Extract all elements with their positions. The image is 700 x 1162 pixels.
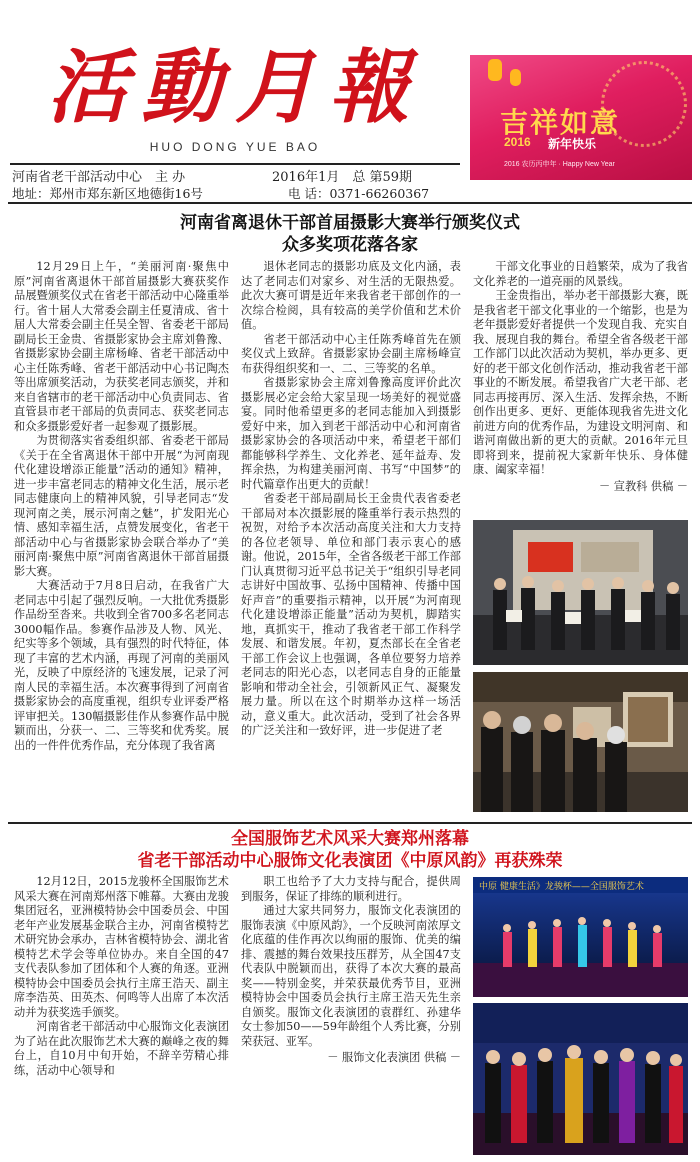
article1-paragraph: 省委老干部局副局长王金贵代表省委老干部局对本次摄影展的隆重举行表示热烈的祝贺，对给予本次活动高度关注和大力支持的各位老领导、单位和部门表示衷心的感谢。他说，2015年，全省各级老干部工作部门认真贯彻习近平总书记关于“组织引导老同志讲好中国故事、弘扬中国精神、传播中国好声音”的重要指示精神，以开展“为河南现代化建设增添正能量”活动为契机，脚踏实地，真抓实干，推动了我省老干部工作科学发展、和谐发展。年初，夏杰部长在全省老干部工作会议上也强调，各单位要努力培养老同志的阳光心态，以老同志自身的正能量影响和带动全社会，引领新风正气、凝聚发展力量。所以在这个时期举办这样一场活动，意义重大。此次活动，受到了社会各界的广泛关注和一致好评，进一步促进了老 [241,492,461,737]
article1-paragraph: 干部文化事业的日趋繁荣，成为了我省文化养老的一道亮丽的风景线。 [473,260,688,288]
article2-paragraph: 河南省老干部活动中心服饰文化表演团为了站在此次服饰艺术大赛的巅峰之夜的舞台上，自10月中旬开始，不辞辛劳精心排练，活动中心领导和 [14,1020,229,1077]
article2-headline-line2: 省老干部活动中心服饰文化表演团《中原风韵》再获殊荣 [137,851,563,871]
article1-paragraph: 大赛活动于7月8日启动，在我省广大老同志中引起了强烈反响。一大批优秀摄影作品纷至沓来。共收到全省700多名老同志3000幅作品。参赛作品涉及人物、风光、纪实等多个领域，具有强烈的时代特征，体现了丰富的艺术内涵，再现了河南的美丽风光，反映了中原经济的飞速发展，记录了河南人民的幸福生活。本次赛事得到了河南省摄影家协会的高度重视，组织专业评委严格评审把关。130幅摄影佳作从参赛作品中脱颖而出，分获一、二、三等奖和优秀奖。展出的一件件优秀作品，充分体现了我省离 [14,579,229,752]
article1-column-3 [473,260,688,516]
address-line: 地址：郑州市郑东新区地德街16号 [12,186,203,201]
issue-line: 2016年1月 总 第59期 [272,170,413,185]
stage-performance-photo [473,877,688,997]
stage-award-illustration [473,1003,688,1155]
article1-paragraph: 省老干部活动中心主任陈秀峰首先在颁奖仪式上致辞。省摄影家协会副主席杨峰宣布获得组织奖和一、二、三等奖的名单。 [241,332,461,375]
article1-paragraph: 省摄影家协会主席刘鲁豫高度评价此次摄影展必定会给大家呈现一场美好的视觉盛宴。同时他希望更多的老同志能加入到摄影爱好中来，加入到老干部活动中心和河南省摄影家协会的各项活动中来，希望老干部们都能够科学养生、文化养老、延年益寿、发挥余热，为构建美丽河南、书写“中国梦”的时代篇章作出更大的贡献！ [241,376,461,491]
phone-line: 电 话：0371-66260367 [288,186,430,201]
banner-year: 2016 [504,135,531,149]
article1-credit: － 宣教科 供稿 － [599,479,688,493]
masthead-rule-top [10,163,460,165]
stage-award-photo [473,1003,688,1155]
header-bottom-rule [8,202,692,204]
exhibition-illustration [473,672,688,812]
article1-paragraph: 12月29日上午，“美丽河南·聚焦中原”河南省离退休干部首届摄影大赛获奖作品展暨颁奖仪式在省老干部活动中心隆重举行。省十届人大常委会副主任夏清成、省十届人大常委会副主任吴全智、省委老干部局副局长王金贵、省摄影家协会主席刘鲁豫、省摄影家协会副主席杨峰、省老干部活动中心主任陈秀峰、省老干部活动中心书记陶杰等出席颁奖活动，为获奖老同志颁奖，并和来自省辖市的老干部活动中心负责同志、省直管县市老干部局的负责同志、获奖老同志和众多摄影爱好者一起参观了摄影展。 [14,260,229,433]
new-year-banner [470,55,692,180]
exhibition-visit-photo [473,672,688,812]
article2-paragraph: 通过大家共同努力，服饰文化表演团的服饰表演《中原风韵》，一个反映河南浓厚文化底蕴的佳作再次以绚丽的服饰、优美的编排、震撼的舞台效果技压群芳，从全国47支代表队中脱颖而出，获得了本次大赛的最高奖——特别金奖，并荣获最优秀节目，亚洲模特协会中国委员会执行主席王浩天先生亲自颁奖。服饰文化表演团的袁群红、孙建华女士参加50——59年龄组个人秀比赛，分别荣获冠、亚军。 [241,904,461,1048]
masthead [10,40,460,170]
banner-small-text: 2016 农历丙申年 · Happy New Year [504,161,615,168]
article1-headline-line2: 众多奖项花落各家 [282,235,418,255]
banner-greeting: 新年快乐 [548,137,597,151]
article2-column-2 [241,875,461,1155]
publisher-line: 河南省老干部活动中心 主 办 [12,170,186,185]
lantern-icon [510,69,521,86]
article1-headline-line1: 河南省离退休干部首届摄影大赛举行颁奖仪式 [180,213,520,233]
stage-performance-illustration [473,877,688,997]
banner-big-text: 吉祥如意 [500,106,621,139]
article2-paragraph: 职工也给予了大力支持与配合，提供周到服务，保证了排练的顺利进行。 [241,875,461,903]
article2-paragraph: 12月12日，2015龙骏杯全国服饰艺术风采大赛在河南郑州落下帷幕。大赛由龙骏集团冠名，亚洲模特协会中国委员会、中国老年产业发展基金联合主办，河南省模特艺术研究协会承办，吉林省模特协会、湖北省模特艺术学会等单位协办。来自全国的47支代表队参加了团体和个人赛的角逐。亚洲模特协会中国委员会执行主席王浩天、副主席李浩英、田英杰、何鸣等人出席了本次活动并为获奖选手颁奖。 [14,875,229,1019]
section-divider [8,822,692,824]
stage-banner-text: 中原 健康生活》龙骏杯——全国服饰艺术 [479,882,644,892]
article2-credit: － 服饰文化表演团 供稿 － [327,1051,461,1064]
award-ceremony-illustration [473,520,688,665]
article1-column-1 [14,260,229,810]
award-ceremony-photo [473,520,688,665]
newspaper-pinyin: HUO DONG YUE BAO [149,140,321,154]
article1-paragraph: 王金贵指出，举办老干部摄影大赛，既是我省老干部文化事业的一个缩影，也是为老年摄影爱好者提供一个发现自我、充实自我、展现自我的舞台。希望全省各级老干部工作部门以此次活动为契机，举办更多、更好的老干部文化创作活动，推动我省老干部事业的不断发展。希望我省广大老干部、老同志再接再厉、深入生活、发挥余热，不断创作出更多、更好、更能体现我省先进文化前进方向的优秀作品，为建设文明河南、和谐河南做出新的更大的贡献。2016年元旦即将到来，提前祝大家新年快乐、身体健康、阖家幸福！ [473,289,688,476]
article2-column-1 [14,875,229,1155]
article1-paragraph: 退休老同志的摄影功底及文化内涵，表达了老同志们对家乡、对生活的无限热爱。此次大赛可谓是近年来我省老干部创作的一次综合检阅，具有较高的美学价值和艺术价值。 [241,260,461,331]
article1-paragraph: 为贯彻落实省委组织部、省委老干部局《关于在全省离退休干部中开展“为河南现代化建设增添正能量”活动的通知》精神，进一步丰富老同志的精神文化生活，展示老同志健康向上的精神风貌，引导老同志“发现河南之美，展示河南之魅”，扩发阳光心情、感知幸福生活，点赞发展变化，省老干部活动中心与省摄影家协会联合举办了“美丽河南·聚焦中原”河南省离退休干部首届摄影大赛。 [14,434,229,578]
newspaper-title: 活動月報 [47,40,423,134]
lantern-icon [488,59,502,81]
article1-column-2 [241,260,461,810]
article2-headline-line1: 全国服饰艺术风采大赛郑州落幕 [231,829,469,849]
